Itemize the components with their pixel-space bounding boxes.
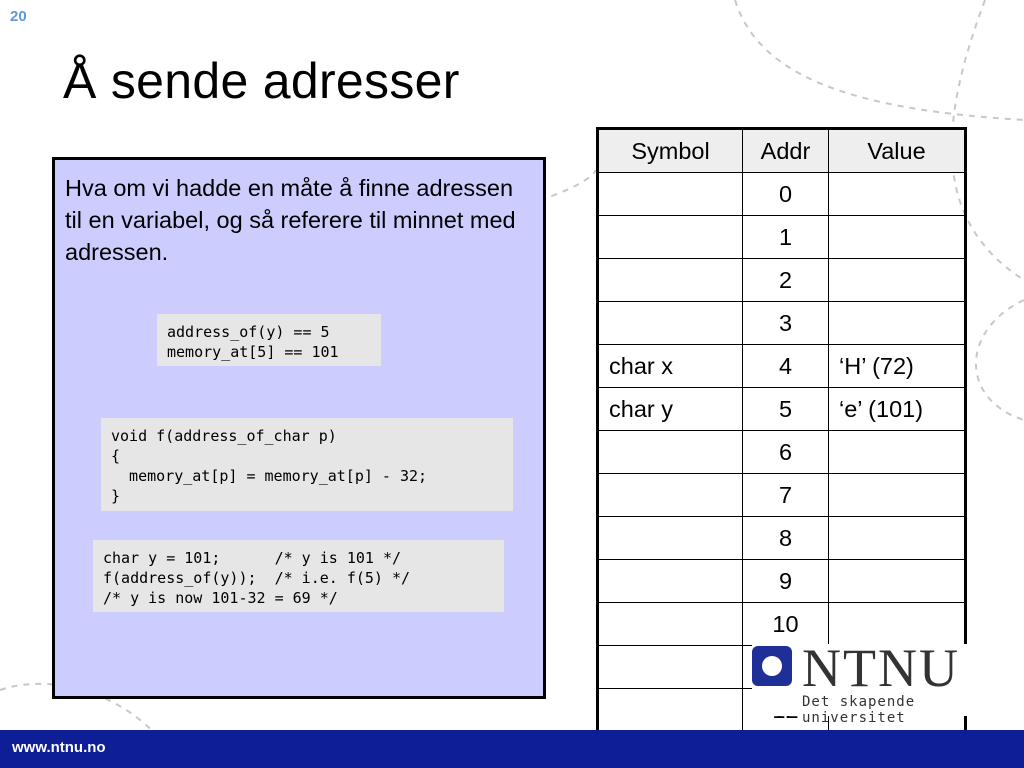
table-cell-value: ‘e’ (101) — [829, 388, 966, 431]
table-cell-addr: 2 — [743, 259, 829, 302]
table-cell-value — [829, 431, 966, 474]
column-header-value: Value — [829, 129, 966, 173]
table-cell-addr: 3 — [743, 302, 829, 345]
table-row — [598, 259, 966, 302]
table-row — [598, 474, 966, 517]
table-cell-addr: 5 — [743, 388, 829, 431]
table-row — [598, 173, 966, 216]
table-cell-addr: 10 — [743, 603, 829, 646]
table-cell-symbol — [598, 603, 743, 646]
footer-url: www.ntnu.no — [12, 739, 106, 756]
table-row — [598, 517, 966, 560]
table-row — [598, 216, 966, 259]
ntnu-logo — [752, 638, 1000, 726]
column-header-symbol: Symbol — [598, 129, 743, 173]
table-cell-symbol — [598, 216, 743, 259]
footer-bar — [0, 730, 1024, 768]
table-cell-symbol — [598, 689, 743, 733]
table-cell-symbol — [598, 173, 743, 216]
table-row — [598, 302, 966, 345]
table-cell-value — [829, 474, 966, 517]
table-cell-addr: 8 — [743, 517, 829, 560]
table-row — [598, 388, 966, 431]
table-cell-addr: 1 — [743, 216, 829, 259]
table-cell-value — [829, 302, 966, 345]
table-cell-addr: 4 — [743, 345, 829, 388]
table-cell-value — [829, 517, 966, 560]
table-cell-value — [829, 216, 966, 259]
table-cell-symbol — [598, 560, 743, 603]
code-block-function: void f(address_of_char p) { memory_at[p] = memory_at[p] - 32; } — [101, 418, 513, 511]
column-header-addr: Addr — [743, 129, 829, 173]
table-cell-value: ‘H’ (72) — [829, 345, 966, 388]
code-block-address: address_of(y) == 5 memory_at[5] == 101 — [157, 314, 381, 366]
table-cell-symbol — [598, 302, 743, 345]
slide-number: 20 — [10, 8, 27, 25]
ntnu-logo-tagline: Det skapende universitet — [802, 694, 916, 726]
table-cell-symbol — [598, 431, 743, 474]
table-row — [598, 345, 966, 388]
table-cell-addr: 7 — [743, 474, 829, 517]
table-cell-value — [829, 560, 966, 603]
table-cell-symbol — [598, 474, 743, 517]
code-block-call: char y = 101; /* y is 101 */ f(address_of(y)); /* i.e. f(5) */ /* y is now 101-32 = 69 */ — [93, 540, 504, 612]
table-cell-addr: 9 — [743, 560, 829, 603]
table-cell-symbol — [598, 646, 743, 689]
ntnu-logo-wordmark: NTNU — [802, 638, 960, 698]
table-cell-symbol — [598, 517, 743, 560]
ntnu-logo-mark-icon — [752, 646, 792, 686]
table-header-row — [598, 129, 966, 173]
table-row — [598, 560, 966, 603]
table-cell-value — [829, 173, 966, 216]
table-cell-symbol: char x — [598, 345, 743, 388]
table-cell-value — [829, 259, 966, 302]
content-text: Hva om vi hadde en måte å finne adressen til en variabel, og så referere til minnet med adressen. — [65, 175, 516, 265]
table-row — [598, 431, 966, 474]
content-box — [52, 157, 546, 699]
table-cell-addr: 6 — [743, 431, 829, 474]
slide-title: Å sende adresser — [63, 53, 460, 109]
table-cell-symbol: char y — [598, 388, 743, 431]
table-cell-addr: 0 — [743, 173, 829, 216]
table-cell-symbol — [598, 259, 743, 302]
